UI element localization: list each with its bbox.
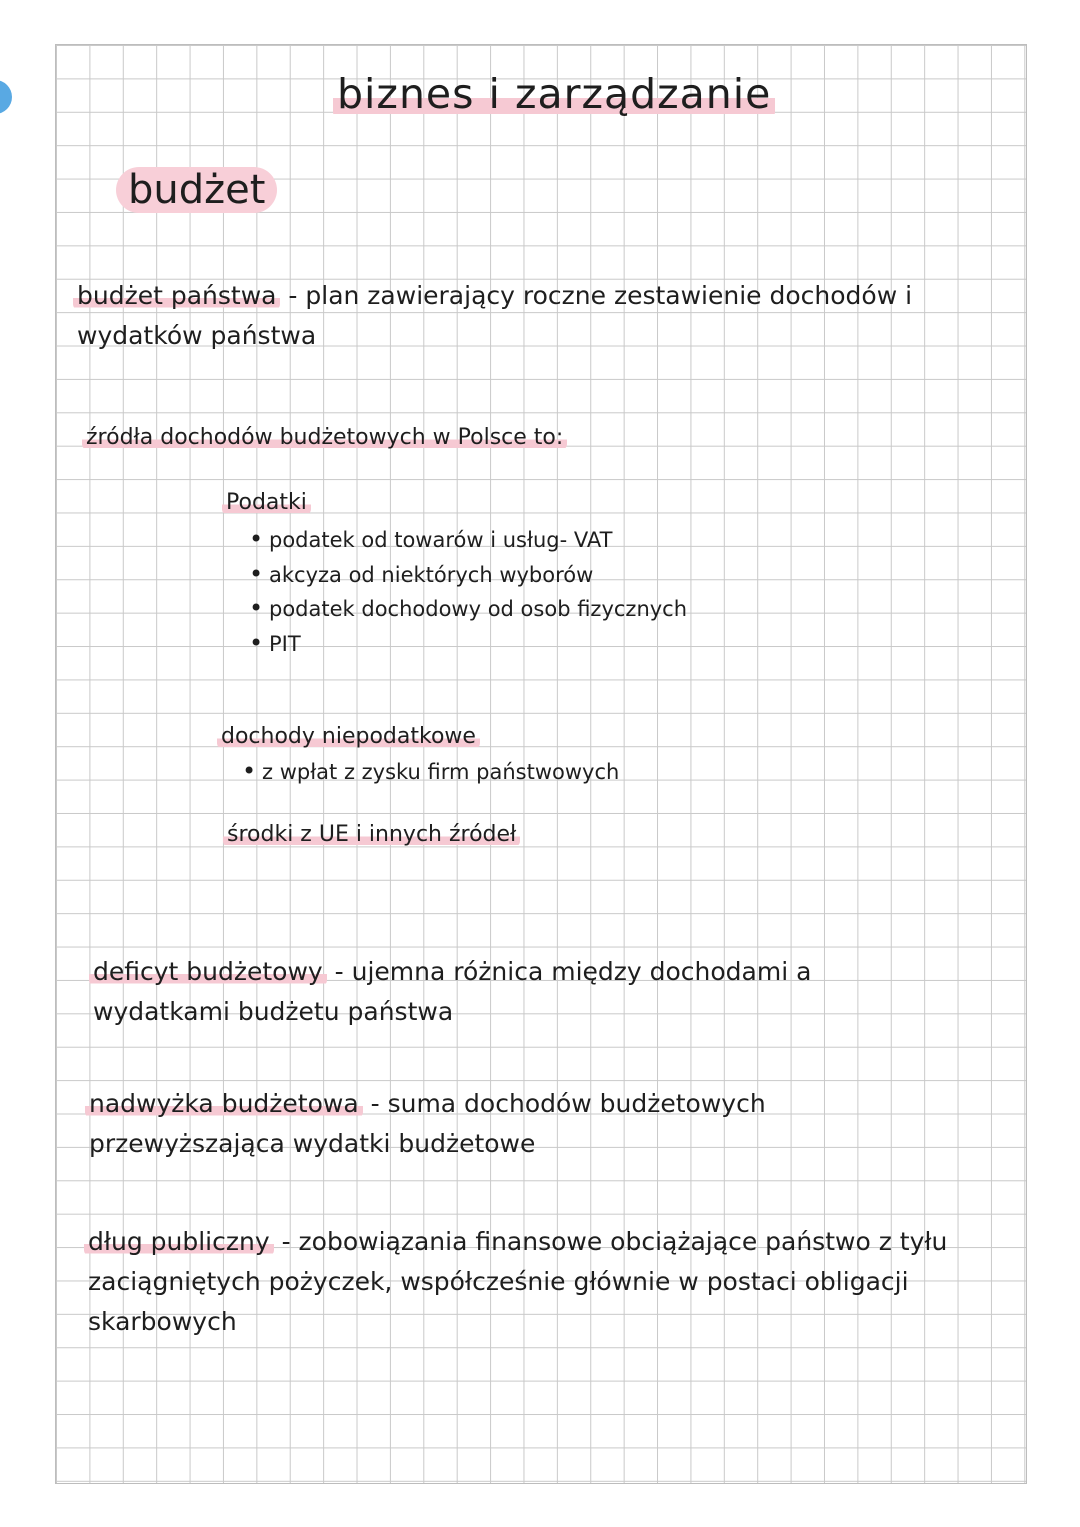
term: budżet państwa: [73, 281, 280, 310]
margin-dot: [0, 80, 12, 114]
podatki-label: Podatki: [226, 490, 311, 515]
section-heading: budżet: [116, 167, 277, 213]
list-item: • podatek od towarów i usług- VAT: [249, 522, 687, 557]
list-item: • akcyza od niektórych wyborów: [249, 557, 687, 592]
list-item: • PIT: [249, 626, 687, 661]
term: deficyt budżetowy: [89, 957, 327, 986]
podatki-list: [249, 522, 687, 660]
page-title: biznes i zarządzanie: [337, 70, 775, 118]
niepodatkowe-list: [242, 754, 619, 789]
definition-budzet-panstwa: budżet państwa - plan zawierający roczne zestawienie dochodów i wydatków państwa: [77, 276, 912, 356]
definition-deficyt: deficyt budżetowy - ujemna różnica między dochodami a wydatkami budżetu państwa: [93, 952, 811, 1032]
list-item: • podatek dochodowy od osob fizycznych: [249, 591, 687, 626]
list-item: • z wpłat z zysku firm państwowych: [242, 754, 619, 789]
sources-heading: źródła dochodów budżetowych w Polsce to:: [86, 425, 567, 450]
term: dług publiczny: [84, 1227, 274, 1256]
ue-label: środki z UE i innych źródeł: [227, 822, 520, 847]
definition-nadwyzka: nadwyżka budżetowa - suma dochodów budżetowych przewyższająca wydatki budżetowe: [89, 1084, 766, 1164]
term: nadwyżka budżetowa: [85, 1089, 363, 1118]
definition-dlug: dług publiczny - zobowiązania finansowe obciążające państwo z tyłu zaciągniętych pożyczek, współcześnie głównie w postaci obligacji skarbowych: [88, 1222, 947, 1342]
niepodatkowe-label: dochody niepodatkowe: [221, 724, 480, 749]
